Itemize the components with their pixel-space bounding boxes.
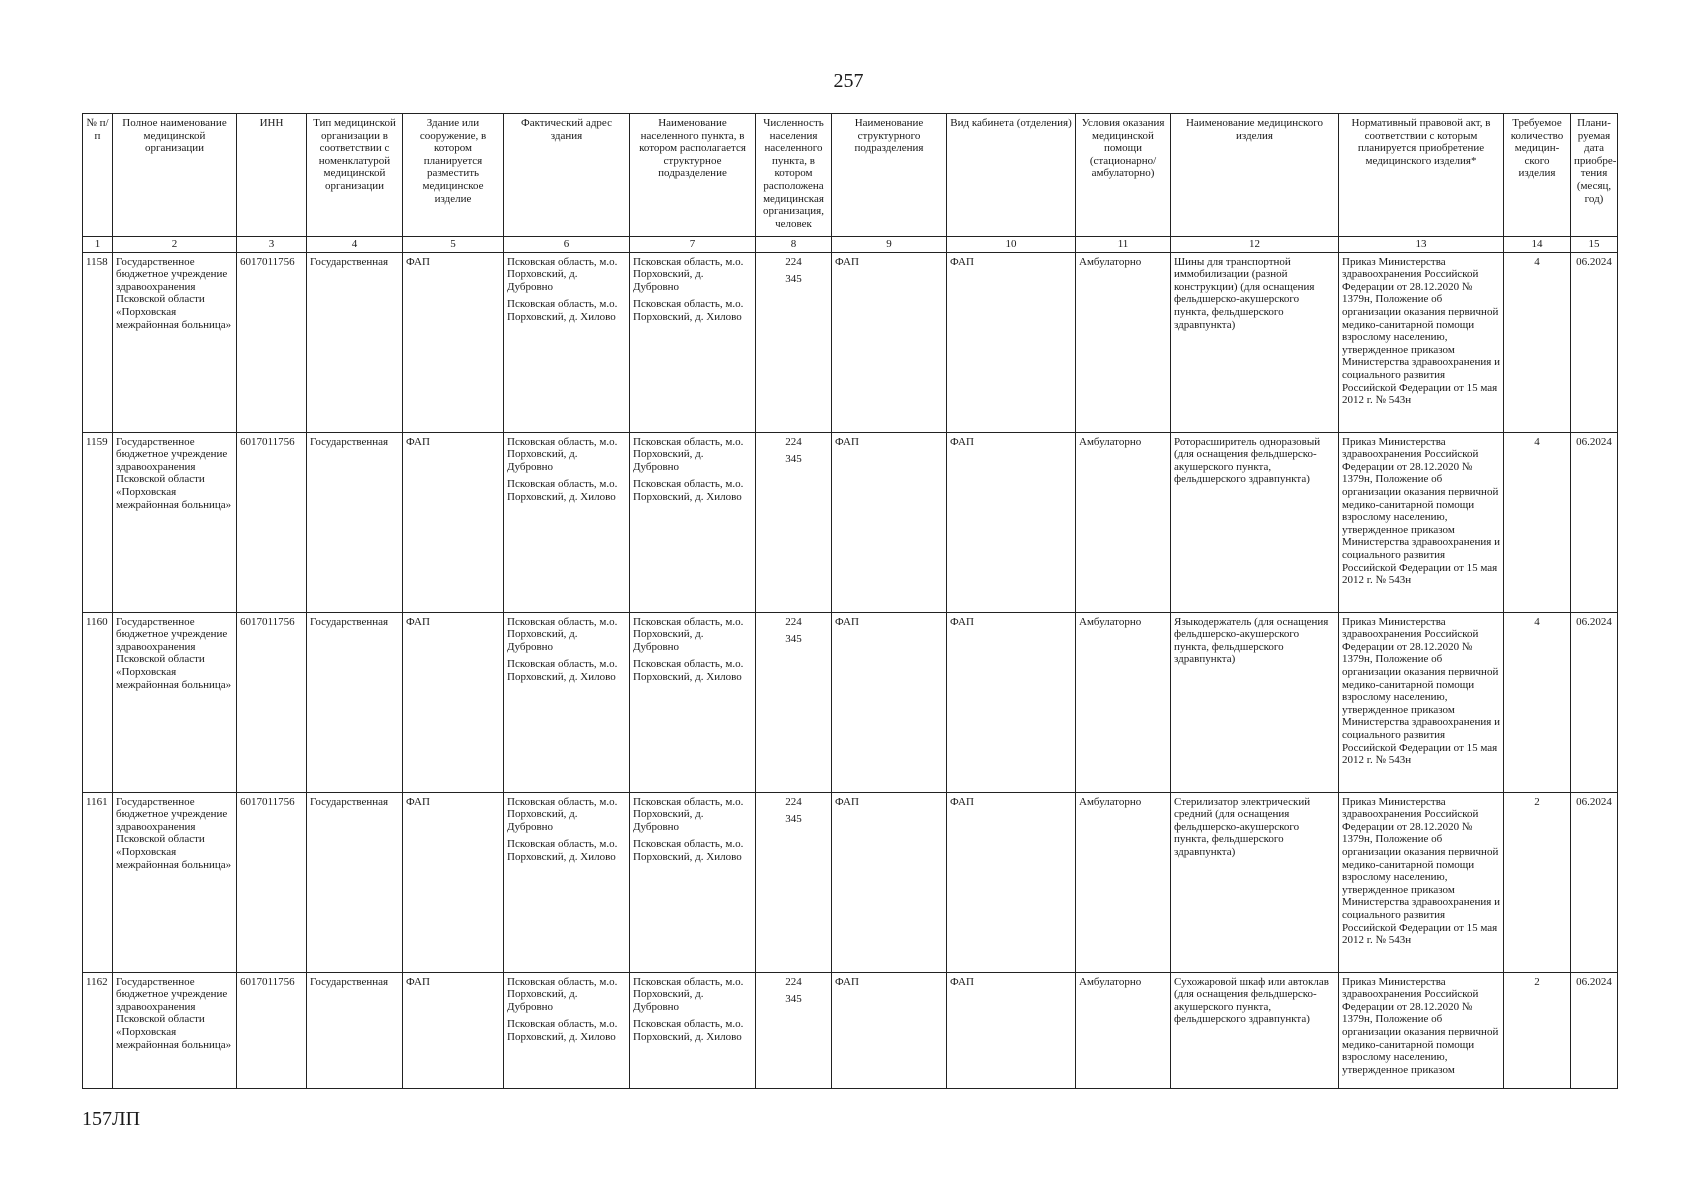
locality-line: Псковская область, м.о. Порховский, д. Дубровно (633, 435, 744, 473)
purchase-date: 06.2024 (1571, 252, 1618, 432)
column-header: Вид кабинета (отделения) (947, 114, 1076, 237)
address-line: Псковская область, м.о. Порховский, д. Хилово (507, 298, 618, 323)
building: ФАП (403, 792, 504, 972)
column-header: Наименование медицинского изделия (1171, 114, 1339, 237)
address-line: Псковская область, м.о. Порховский, д. Хилово (507, 1018, 618, 1043)
inn: 6017011756 (237, 612, 307, 792)
cabinet-type: ФАП (947, 432, 1076, 612)
address (504, 252, 630, 432)
building: ФАП (403, 612, 504, 792)
purchase-date: 06.2024 (1571, 792, 1618, 972)
column-number: 6 (504, 237, 630, 253)
locality-line: Псковская область, м.о. Порховский, д. Дубровно (633, 255, 744, 293)
building: ФАП (403, 252, 504, 432)
address (504, 972, 630, 1088)
column-number: 1 (83, 237, 113, 253)
column-header: Фактический адрес здания (504, 114, 630, 237)
locality (630, 612, 756, 792)
equipment-register-table (82, 113, 1618, 1089)
address (504, 612, 630, 792)
column-number: 2 (113, 237, 237, 253)
locality-line: Псковская область, м.о. Порховский, д. Хилово (633, 658, 744, 683)
row-number: 1160 (83, 612, 113, 792)
building: ФАП (403, 432, 504, 612)
address-line: Псковская область, м.о. Порховский, д. Дубровно (507, 255, 618, 293)
column-number: 4 (307, 237, 403, 253)
row-number: 1159 (83, 432, 113, 612)
address (504, 792, 630, 972)
population (756, 252, 832, 432)
legal-act: Приказ Министерства здравоохранения Российской Федерации от 28.12.2020 № 1379н, Положение об организации оказания первичной медико-санитарной помощи взрослому населению, утвержденное приказом Министерства здравоохранения и социального развития Российской Федерации от 15 мая 2012 г. № 543н (1339, 612, 1504, 792)
care-conditions: Амбулаторно (1076, 792, 1171, 972)
column-number: 10 (947, 237, 1076, 253)
column-header: Здание или сооружение, в котором планируется разместить медицинское изделие (403, 114, 504, 237)
column-header: Нормативный правовой акт, в соответствии с которым планируется приобретение медицинского изделия* (1339, 114, 1504, 237)
address-line: Псковская область, м.о. Порховский, д. Дубровно (507, 615, 618, 653)
cabinet-type: ФАП (947, 252, 1076, 432)
population (756, 792, 832, 972)
column-header: ИНН (237, 114, 307, 237)
locality-line: Псковская область, м.о. Порховский, д. Дубровно (633, 615, 744, 653)
locality (630, 252, 756, 432)
quantity: 4 (1504, 612, 1571, 792)
population (756, 432, 832, 612)
device-name: Сухожаровой шкаф или автоклав (для оснащения фельдшерско-акушерского пункта, фельдшерского здравпункта) (1171, 972, 1339, 1088)
organization-name: Государственное бюджетное учреждение здравоохранения Псковской области «Порховская межрайонная больница» (113, 972, 237, 1088)
quantity: 2 (1504, 972, 1571, 1088)
inn: 6017011756 (237, 792, 307, 972)
column-number: 8 (756, 237, 832, 253)
structural-unit: ФАП (832, 612, 947, 792)
column-number: 14 (1504, 237, 1571, 253)
row-number: 1162 (83, 972, 113, 1088)
column-number: 11 (1076, 237, 1171, 253)
organization-type: Государственная (307, 432, 403, 612)
footer-code: 157ЛП (82, 1108, 141, 1130)
table-row (83, 612, 1618, 792)
population-value: 224 (785, 795, 802, 808)
column-number: 12 (1171, 237, 1339, 253)
structural-unit: ФАП (832, 792, 947, 972)
population-value: 224 (785, 615, 802, 628)
locality-line: Псковская область, м.о. Порховский, д. Хилово (633, 1018, 744, 1043)
column-header: Численность населения населенного пункта, в котором расположена медицинская организация, человек (756, 114, 832, 237)
structural-unit: ФАП (832, 972, 947, 1088)
organization-type: Государственная (307, 252, 403, 432)
table-row (83, 792, 1618, 972)
care-conditions: Амбулаторно (1076, 612, 1171, 792)
column-header: Требуемое количество медицин-ского изделия (1504, 114, 1571, 237)
purchase-date: 06.2024 (1571, 972, 1618, 1088)
address (504, 432, 630, 612)
organization-name: Государственное бюджетное учреждение здравоохранения Псковской области «Порховская межрайонная больница» (113, 612, 237, 792)
organization-name: Государственное бюджетное учреждение здравоохранения Псковской области «Порховская межрайонная больница» (113, 792, 237, 972)
column-number-row (83, 237, 1618, 253)
column-number: 15 (1571, 237, 1618, 253)
column-header: Плани-руемая дата приобре-тения (месяц, год) (1571, 114, 1618, 237)
legal-act: Приказ Министерства здравоохранения Российской Федерации от 28.12.2020 № 1379н, Положение об организации оказания первичной медико-санитарной помощи взрослому населению, утвержденное приказом Министерства здравоохранения и социального развития Российской Федерации от 15 мая 2012 г. № 543н (1339, 792, 1504, 972)
locality-line: Псковская область, м.о. Порховский, д. Дубровно (633, 975, 744, 1013)
column-header: Наименование населенного пункта, в котором располагается структурное подразделение (630, 114, 756, 237)
legal-act: Приказ Министерства здравоохранения Российской Федерации от 28.12.2020 № 1379н, Положение об организации оказания первичной медико-санитарной помощи взрослому населению, утвержденное приказом (1339, 972, 1504, 1088)
organization-name: Государственное бюджетное учреждение здравоохранения Псковской области «Порховская межрайонная больница» (113, 432, 237, 612)
column-header: Наименование структурного подразделения (832, 114, 947, 237)
address-line: Псковская область, м.о. Порховский, д. Хилово (507, 478, 618, 503)
column-number: 3 (237, 237, 307, 253)
column-header: № п/п (83, 114, 113, 237)
locality-line: Псковская область, м.о. Порховский, д. Хилово (633, 478, 744, 503)
locality (630, 432, 756, 612)
quantity: 2 (1504, 792, 1571, 972)
device-name: Шины для транспортной иммобилизации (разной конструкции) (для оснащения фельдшерско-акушерского пункта, фельдшерского здравпункта) (1171, 252, 1339, 432)
population-value: 345 (785, 453, 802, 466)
organization-type: Государственная (307, 972, 403, 1088)
organization-type: Государственная (307, 792, 403, 972)
cabinet-type: ФАП (947, 972, 1076, 1088)
legal-act: Приказ Министерства здравоохранения Российской Федерации от 28.12.2020 № 1379н, Положение об организации оказания первичной медико-санитарной помощи взрослому населению, утвержденное приказом Министерства здравоохранения и социального развития Российской Федерации от 15 мая 2012 г. № 543н (1339, 252, 1504, 432)
purchase-date: 06.2024 (1571, 432, 1618, 612)
building: ФАП (403, 972, 504, 1088)
organization-type: Государственная (307, 612, 403, 792)
inn: 6017011756 (237, 972, 307, 1088)
purchase-date: 06.2024 (1571, 612, 1618, 792)
column-header: Полное наименование медицинской организации (113, 114, 237, 237)
population-value: 345 (785, 633, 802, 646)
locality-line: Псковская область, м.о. Порховский, д. Дубровно (633, 795, 744, 833)
address-line: Псковская область, м.о. Порховский, д. Хилово (507, 838, 618, 863)
table-row (83, 972, 1618, 1088)
column-header: Тип медицинской организации в соответствии с номенклатурой медицинской организации (307, 114, 403, 237)
population-value: 345 (785, 813, 802, 826)
column-number: 13 (1339, 237, 1504, 253)
locality-line: Псковская область, м.о. Порховский, д. Хилово (633, 838, 744, 863)
locality (630, 972, 756, 1088)
population-value: 224 (785, 255, 802, 268)
population (756, 612, 832, 792)
row-number: 1161 (83, 792, 113, 972)
legal-act: Приказ Министерства здравоохранения Российской Федерации от 28.12.2020 № 1379н, Положение об организации оказания первичной медико-санитарной помощи взрослому населению, утвержденное приказом Министерства здравоохранения и социального развития Российской Федерации от 15 мая 2012 г. № 543н (1339, 432, 1504, 612)
population (756, 972, 832, 1088)
column-number: 7 (630, 237, 756, 253)
structural-unit: ФАП (832, 252, 947, 432)
population-value: 345 (785, 993, 802, 1006)
header-row (83, 114, 1618, 237)
device-name: Стерилизатор электрический средний (для оснащения фельдшерско-акушерского пункта, фельдшерского здравпункта) (1171, 792, 1339, 972)
address-line: Псковская область, м.о. Порховский, д. Дубровно (507, 795, 618, 833)
column-header: Условия оказания медицинской помощи (стационарно/ амбулаторно) (1076, 114, 1171, 237)
locality-line: Псковская область, м.о. Порховский, д. Хилово (633, 298, 744, 323)
inn: 6017011756 (237, 252, 307, 432)
cabinet-type: ФАП (947, 612, 1076, 792)
table-row (83, 432, 1618, 612)
cabinet-type: ФАП (947, 792, 1076, 972)
population-value: 224 (785, 435, 802, 448)
care-conditions: Амбулаторно (1076, 432, 1171, 612)
address-line: Псковская область, м.о. Порховский, д. Дубровно (507, 975, 618, 1013)
quantity: 4 (1504, 252, 1571, 432)
inn: 6017011756 (237, 432, 307, 612)
population-value: 224 (785, 975, 802, 988)
population-value: 345 (785, 273, 802, 286)
column-number: 9 (832, 237, 947, 253)
device-name: Роторасширитель одноразовый (для оснащения фельдшерско-акушерского пункта, фельдшерского здравпункта) (1171, 432, 1339, 612)
table-row (83, 252, 1618, 432)
device-name: Языкодержатель (для оснащения фельдшерско-акушерского пункта, фельдшерского здравпункта) (1171, 612, 1339, 792)
page-number: 257 (833, 70, 864, 92)
row-number: 1158 (83, 252, 113, 432)
care-conditions: Амбулаторно (1076, 252, 1171, 432)
structural-unit: ФАП (832, 432, 947, 612)
organization-name: Государственное бюджетное учреждение здравоохранения Псковской области «Порховская межрайонная больница» (113, 252, 237, 432)
quantity: 4 (1504, 432, 1571, 612)
column-number: 5 (403, 237, 504, 253)
care-conditions: Амбулаторно (1076, 972, 1171, 1088)
address-line: Псковская область, м.о. Порховский, д. Дубровно (507, 435, 618, 473)
address-line: Псковская область, м.о. Порховский, д. Хилово (507, 658, 618, 683)
locality (630, 792, 756, 972)
